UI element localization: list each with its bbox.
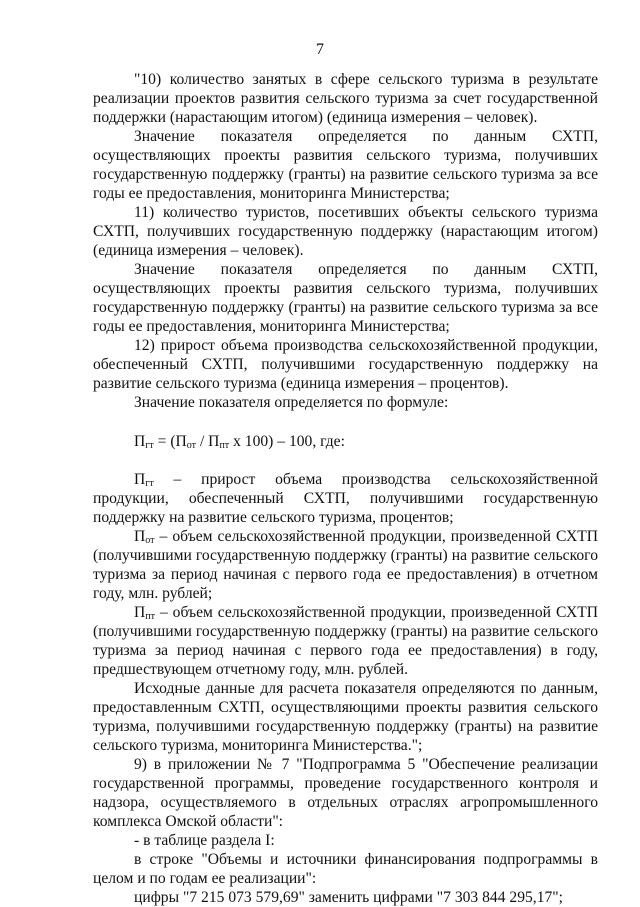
definition-p-ot [93, 527, 598, 603]
formula-lhs: П [134, 433, 146, 450]
definition-text: – объем сельскохозяйственной продукции, произведенной СХТП (получившими государственную поддержку (гранты) на развитие сельского туризма за период начиная с первого года ее предоставления) в году, предшествующем отчетному году, млн. рублей. [93, 604, 598, 678]
definition-subscript: от [145, 535, 155, 546]
paragraph-item-10: "10) количество занятых в сфере сельского туризма в результате реализации проектов развития сельского туризма за счет государственной поддержки (нарастающим итогом) (единица измерения – человек). [93, 71, 598, 126]
paragraph-row-financing: в строке "Объемы и источники финансирования подпрограммы в целом и по годам ее реализации": [93, 851, 598, 887]
paragraph-replace-figures: цифры "7 215 073 579,69" заменить цифрами "7 303 844 295,17"; [134, 889, 563, 906]
definition-text: – прирост объема производства сельскохозяйственной продукции, обеспеченный СХТП, получившими государственную поддержку на развитие сельского туризма, процентов; [93, 471, 598, 526]
paragraph-item-9-appendix-7: 9) в приложении № 7 "Подпрограмма 5 "Обеспечение реализации государственной программы, проведение государственного контроля и надзора, осуществляемого в отдельных отраслях агропромышленного комплекса Омской области": [93, 756, 598, 830]
definition-subscript: пт [145, 611, 155, 622]
paragraph-formula-intro: Значение показателя определяется по формуле: [134, 394, 449, 411]
paragraph-item-11-source: Значение показателя определяется по данным СХТП, осуществляющих проекты развития сельского туризма, получивших государственную поддержку (гранты) на развитие сельского туризма за все годы ее предоставления, мониторинга Министерства; [93, 261, 598, 335]
paragraph-item-10-source: Значение показателя определяется по данным СХТП, осуществляющих проекты развития сельского туризма, получивших государственную поддержку (гранты) на развитие сельского туризма за все годы ее предоставления, мониторинга Министерства; [93, 128, 598, 202]
definition-p-pt [93, 603, 598, 679]
definition-p-gt [93, 470, 598, 527]
formula-lhs-subscript: гт [145, 440, 154, 451]
formula-subscript-1: от [186, 440, 197, 451]
page-number: 7 [316, 41, 324, 58]
definition-symbol: П [134, 528, 146, 545]
paragraph-item-11: 11) количество туристов, посетивших объекты сельского туризма СХТП, получивших государственную поддержку (нарастающим итогом) (единица измерения – человек). [93, 204, 598, 259]
definition-text: – объем сельскохозяйственной продукции, произведенной СХТП (получившими государственную поддержку (гранты) на развитие сельского туризма за период начиная с первого года ее предоставления) в отчетном году, млн. рублей; [93, 528, 598, 602]
formula-subscript-2: пт [219, 440, 230, 451]
formula-part1: = (П [153, 433, 187, 450]
definition-symbol: П [134, 471, 146, 488]
definition-subscript: гт [145, 478, 154, 489]
paragraph-source-data: Исходные данные для расчета показателя определяются по данным, предоставленным СХТП, осуществляющими проекты развития сельского туризма, получившими государственную поддержку (гранты) на развитие сельского туризма, мониторинга Министерства."; [93, 680, 598, 754]
formula-part3: х 100) – 100, где: [229, 433, 345, 450]
formula [93, 432, 598, 451]
paragraph-item-12: 12) прирост объема производства сельскохозяйственной продукции, обеспеченный СХТП, получившими государственную поддержку на развитие сельского туризма (единица измерения – процентов). [93, 337, 598, 392]
paragraph-table-section-1: - в таблице раздела I: [134, 832, 275, 849]
definition-symbol: П [134, 604, 146, 621]
formula-part2: / П [196, 433, 220, 450]
document-body [93, 70, 598, 907]
